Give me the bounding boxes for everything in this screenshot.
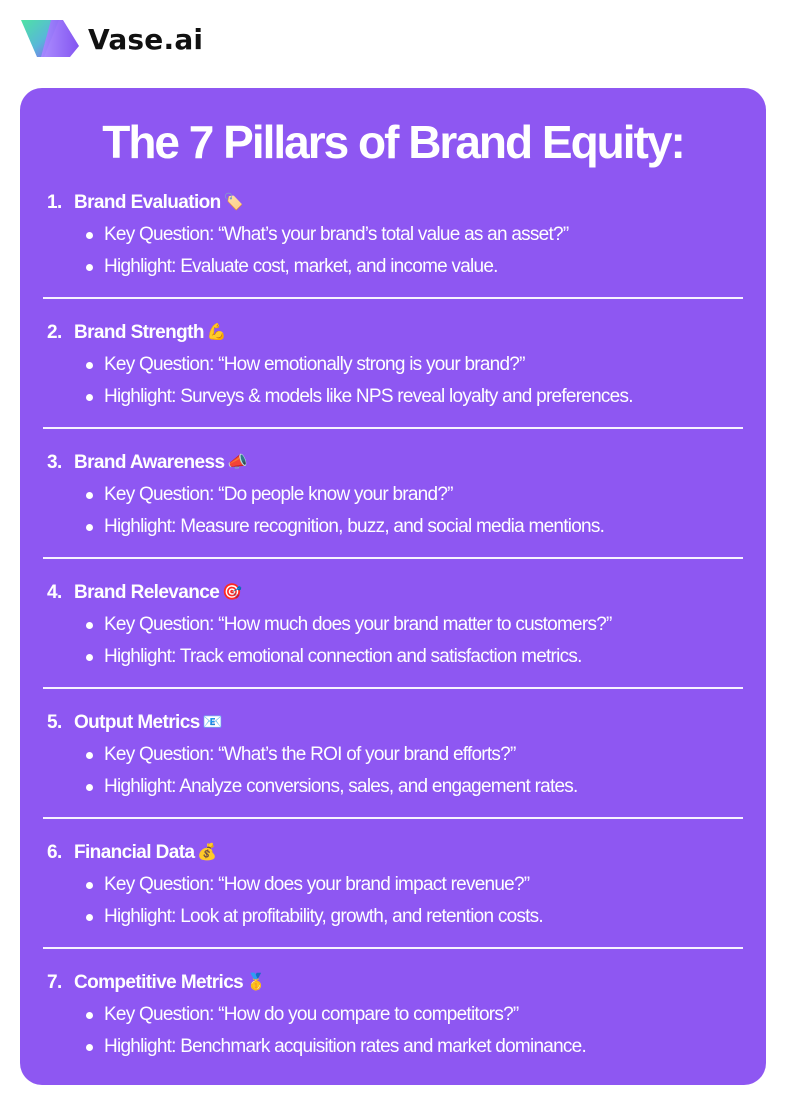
pillar-item bbox=[20, 579, 766, 669]
highlight-text: Highlight: Measure recognition, buzz, and social media mentions. bbox=[104, 516, 605, 537]
divider bbox=[43, 947, 743, 949]
pillar-heading bbox=[47, 449, 247, 477]
label-tag-icon: 🏷️ bbox=[223, 194, 243, 211]
highlight-text: Highlight: Benchmark acquisition rates and market dominance. bbox=[104, 1036, 586, 1057]
divider bbox=[43, 557, 743, 559]
highlight-text: Highlight: Surveys & models like NPS reveal loyalty and preferences. bbox=[104, 386, 633, 407]
bullet-dot bbox=[86, 1012, 93, 1019]
divider bbox=[43, 817, 743, 819]
pillars-card bbox=[20, 88, 766, 1085]
bullet-dot bbox=[86, 1044, 93, 1051]
pillar-item bbox=[20, 189, 766, 279]
brand-header bbox=[20, 18, 203, 60]
highlight-text: Highlight: Evaluate cost, market, and income value. bbox=[104, 256, 498, 277]
highlight bbox=[86, 383, 633, 411]
highlight-text: Highlight: Analyze conversions, sales, and engagement rates. bbox=[104, 776, 578, 797]
pillar-heading bbox=[47, 709, 222, 737]
page-title: The 7 Pillars of Brand Equity: bbox=[102, 116, 684, 168]
highlight-text: Highlight: Track emotional connection and satisfaction metrics. bbox=[104, 646, 582, 667]
pillar-heading bbox=[47, 969, 265, 997]
flexed-biceps-icon: 💪 bbox=[206, 324, 227, 341]
highlight bbox=[86, 773, 578, 801]
bullet-dot bbox=[86, 654, 93, 661]
bullet-dot bbox=[86, 264, 93, 271]
key-question bbox=[86, 871, 529, 899]
divider bbox=[43, 687, 743, 689]
bullet-dot bbox=[86, 524, 93, 531]
key-question bbox=[86, 221, 568, 249]
pillar-number: 1. bbox=[47, 192, 62, 213]
pillar-heading bbox=[47, 189, 243, 217]
pillar-heading bbox=[47, 319, 226, 347]
megaphone-icon: 📣 bbox=[227, 454, 247, 471]
highlight bbox=[86, 253, 498, 281]
pillar-number: 5. bbox=[47, 712, 62, 733]
key-question-text: Key Question: “What’s your brand’s total value as an asset?” bbox=[104, 224, 569, 245]
highlight bbox=[86, 643, 582, 671]
pillar-number: 3. bbox=[47, 452, 62, 473]
pillar-item bbox=[20, 839, 766, 929]
divider bbox=[43, 427, 743, 429]
highlight bbox=[86, 1033, 586, 1061]
money-bag-icon: 💰 bbox=[197, 844, 217, 861]
key-question bbox=[86, 1001, 518, 1029]
divider bbox=[43, 297, 743, 299]
highlight-text: Highlight: Look at profitability, growth, and retention costs. bbox=[104, 906, 543, 927]
pillar-name: Brand Awareness bbox=[74, 452, 225, 473]
key-question bbox=[86, 741, 516, 769]
target-icon: 🎯 bbox=[222, 584, 242, 601]
pillar-number: 4. bbox=[47, 582, 62, 603]
pillar-item bbox=[20, 969, 766, 1059]
pillar-item bbox=[20, 709, 766, 799]
highlight bbox=[86, 903, 543, 931]
key-question bbox=[86, 611, 612, 639]
pillar-name: Brand Relevance bbox=[74, 582, 220, 603]
pillar-name: Financial Data bbox=[74, 842, 195, 863]
bullet-dot bbox=[86, 362, 93, 369]
pillar-heading bbox=[47, 839, 217, 867]
email-icon: 📧 bbox=[202, 714, 222, 731]
key-question-text: Key Question: “What’s the ROI of your brand efforts?” bbox=[104, 744, 516, 765]
key-question bbox=[86, 481, 453, 509]
bullet-dot bbox=[86, 882, 93, 889]
pillar-item bbox=[20, 319, 766, 409]
bullet-dot bbox=[86, 914, 93, 921]
key-question-text: Key Question: “How much does your brand matter to customers?” bbox=[104, 614, 612, 635]
pillar-heading bbox=[47, 579, 242, 607]
key-question-text: Key Question: “How emotionally strong is your brand?” bbox=[104, 354, 525, 375]
bullet-dot bbox=[86, 752, 93, 759]
pillar-number: 6. bbox=[47, 842, 62, 863]
pillar-number: 7. bbox=[47, 972, 62, 993]
pillar-name: Output Metrics bbox=[74, 712, 200, 733]
key-question-text: Key Question: “Do people know your brand?” bbox=[104, 484, 453, 505]
key-question-text: Key Question: “How does your brand impact revenue?” bbox=[104, 874, 530, 895]
bullet-dot bbox=[86, 622, 93, 629]
brand-name: Vase.ai bbox=[88, 22, 204, 56]
bullet-dot bbox=[86, 394, 93, 401]
highlight bbox=[86, 513, 604, 541]
pillar-name: Brand Strength bbox=[74, 322, 204, 343]
bullet-dot bbox=[86, 784, 93, 791]
gold-medal-icon: 🥇 bbox=[246, 974, 266, 991]
key-question-text: Key Question: “How do you compare to competitors?” bbox=[104, 1004, 519, 1025]
vase-logo-icon bbox=[20, 18, 80, 60]
pillar-item bbox=[20, 449, 766, 539]
pillar-name: Brand Evaluation bbox=[74, 192, 221, 213]
pillar-name: Competitive Metrics bbox=[74, 972, 244, 993]
bullet-dot bbox=[86, 492, 93, 499]
pillar-number: 2. bbox=[47, 322, 62, 343]
key-question bbox=[86, 351, 525, 379]
bullet-dot bbox=[86, 232, 93, 239]
